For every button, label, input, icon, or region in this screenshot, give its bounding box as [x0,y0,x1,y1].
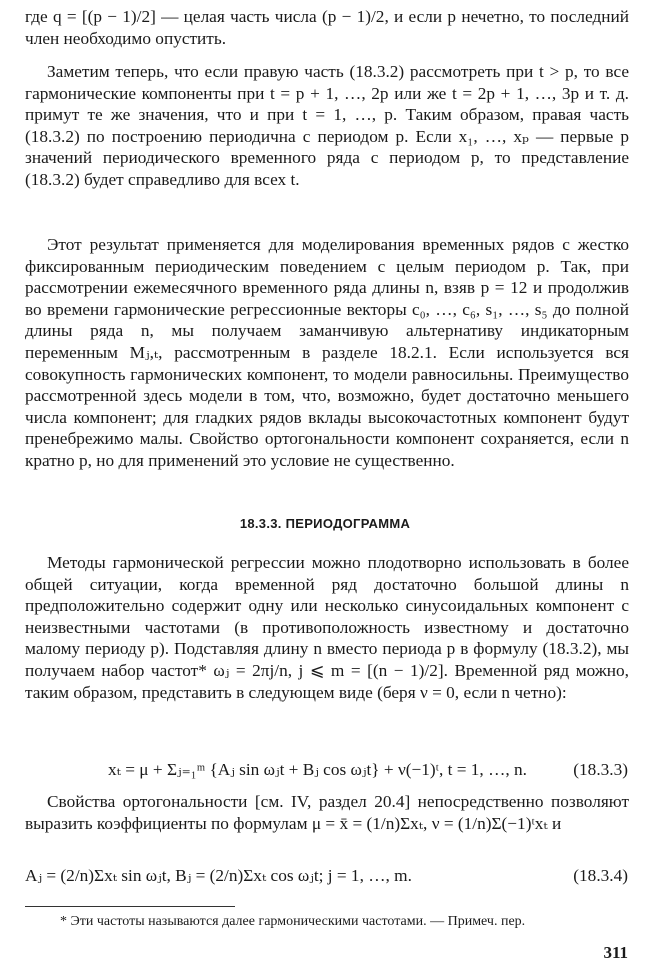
paragraph-4: Методы гармонической регрессии можно плодотворно использовать в более общей ситуации, когда временной ряд достаточно большой длины n предположительно содержит одну или несколько синусоидальных компонент с неизвестными частотами (в противоположность известному и достаточно малому периоду p). Подставляя длину n вместо периода p в формулу (18.3.2), мы получаем набор частот* ωⱼ = 2πj/n, j ⩽ m = [(n − 1)/2]. Временной ряд можно, таким образом, представить в следующем виде (беря ν = 0, если n четно): [25,553,629,702]
equation-number-18-3-4: (18.3.4) [573,866,628,885]
page-number: 311 [603,943,628,962]
section-heading: 18.3.3. ПЕРИОДОГРАММА [239,516,411,531]
footnote: * Эти частоты называются далее гармоническими частотами. — Примеч. пер. [60,914,526,929]
equation-18-3-4: Aⱼ = (2/n)Σxₜ sin ωⱼt, Bⱼ = (2/n)Σxₜ cos ωⱼt; j = 1, …, m. [25,866,412,885]
equation-number-18-3-3: (18.3.3) [573,760,628,779]
paragraph-2: Заметим теперь, что если правую часть (18.3.2) рассмотреть при t > p, то все гармонические компоненты при t = p + 1, …, 2p или же t = 2p + 1, …, 3p и т. д. примут те же значения, что и при t = 1, …, p. Таким образом, правая часть (18.3.2) по построению периодична с периодом p. Если x₁, …, xₚ — первые p значений периодического временного ряда с периодом p, то представление (18.3.2) будет справедливо для всех t. [25,62,629,189]
paragraph-1: где q = [(p − 1)/2] — целая часть числа (p − 1)/2, и если p нечетно, то последний член необходимо опустить. [25,7,629,48]
footnote-divider [25,906,235,907]
paragraph-5: Свойства ортогональности [см. IV, раздел 20.4] непосредственно позволяют выразить коэффициенты по формулам μ = x̄ = (1/n)Σxₜ, ν = (1/n)Σ(−1)ᵗxₜ и [25,792,629,833]
equation-18-3-3: xₜ = μ + Σⱼ₌₁ᵐ {Aⱼ sin ωⱼt + Bⱼ cos ωⱼt} + ν(−1)ᵗ, t = 1, …, n. [108,760,527,779]
paragraph-3: Этот результат применяется для моделирования временных рядов с жестко фиксированным периодическим поведением с целым периодом p. Так, при рассмотрении ежемесячного временного ряда длины n, взяв p = 12 и продолжив во времени гармонические регрессионные векторы c₀, …, c₆, s₁, …, s₅ до полной длины ряда n, мы получаем заманчивую альтернативу индикаторным переменным Mⱼ,ₜ, рассмотренным в разделе 18.2.1. Если используется вся совокупность гармонических компонент, то модели равносильны. Преимущество рассмотренной здесь модели в том, что, возможно, будет достаточно меньшего числа компонент; для гладких рядов вклады высокочастотных компонент будут пренебрежимо малы. Свойство ортогональности компонент сохраняется, если n кратно p, но для применений это условие не существенно. [25,235,629,470]
